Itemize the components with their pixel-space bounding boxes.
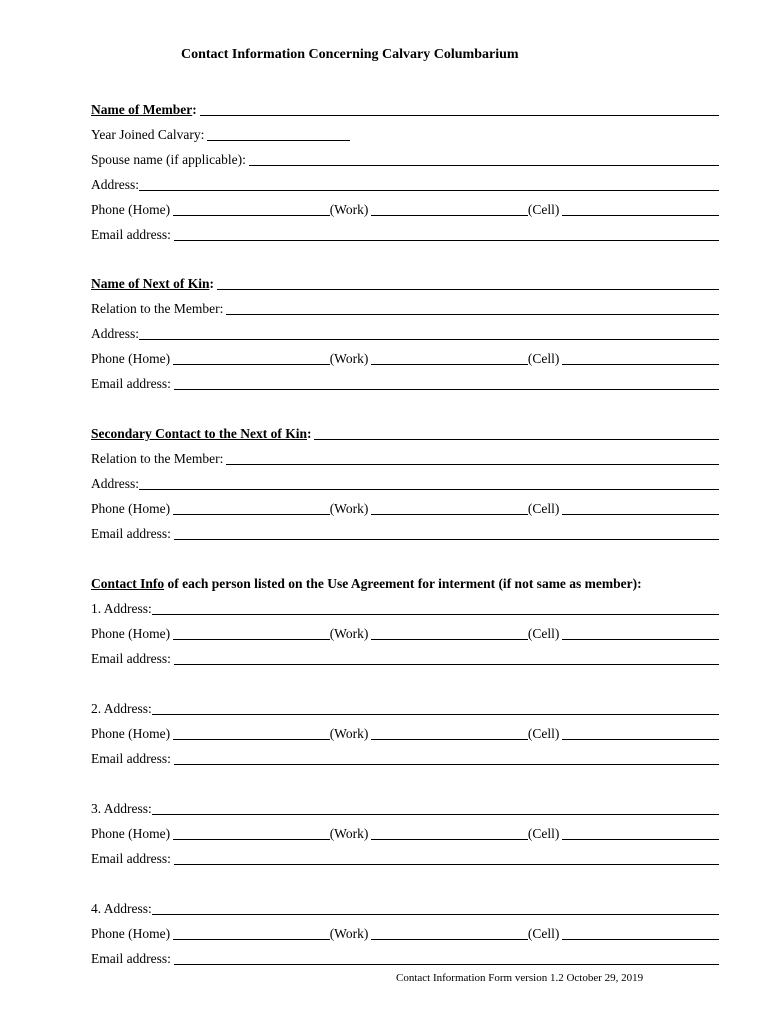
relation-label: Relation to the Member: — [91, 451, 224, 466]
member-phone-home-field[interactable] — [173, 215, 330, 216]
secondary-phone-home-field[interactable] — [173, 514, 330, 515]
person-4-address-row — [91, 899, 719, 917]
address-label: Address: — [91, 326, 139, 341]
year-joined-field[interactable] — [207, 140, 350, 141]
person-1-phone-cell-field[interactable] — [562, 639, 719, 640]
work-label: (Work) — [329, 501, 369, 516]
secondary-address-field[interactable] — [139, 489, 719, 490]
work-label: (Work) — [329, 202, 369, 217]
person-4-phone-work-field[interactable] — [371, 939, 528, 940]
person-4-phone-home-field[interactable] — [173, 939, 330, 940]
kin-relation-field[interactable] — [226, 314, 719, 315]
member-name-label: Name of Member — [91, 102, 193, 117]
contact-info-heading-underlined: Contact Info — [91, 576, 165, 591]
email-label: Email address: — [91, 651, 171, 666]
secondary-name-label: Secondary Contact to the Next of Kin — [91, 426, 307, 441]
person-2-phone-cell-field[interactable] — [562, 739, 719, 740]
address-label: Address: — [91, 476, 139, 491]
spouse-row — [91, 150, 719, 168]
secondary-phone-cell-field[interactable] — [562, 514, 719, 515]
person-4-address-field[interactable] — [152, 914, 719, 915]
person-2-address-field[interactable] — [152, 714, 719, 715]
secondary-relation-field[interactable] — [226, 464, 719, 465]
phone-home-label: Phone (Home) — [91, 202, 171, 217]
phone-home-label: Phone (Home) — [91, 926, 171, 941]
person-1-phone-work-field[interactable] — [371, 639, 528, 640]
kin-address-row — [91, 324, 719, 342]
kin-phone-row — [91, 349, 719, 367]
person-4-phone-cell-field[interactable] — [562, 939, 719, 940]
person-1-email-row — [91, 649, 719, 667]
kin-email-row — [91, 374, 719, 392]
kin-name-row: Name of Next of Kin: — [91, 274, 719, 292]
person-4-email-row — [91, 949, 719, 967]
contact-info-heading-rest: of each person listed on the Use Agreement for interment (if not same as member): — [164, 576, 642, 591]
person-1-address-row — [91, 599, 719, 617]
phone-home-label: Phone (Home) — [91, 351, 171, 366]
kin-relation-row — [91, 299, 719, 317]
email-label: Email address: — [91, 951, 171, 966]
cell-label: (Cell) — [527, 351, 560, 366]
email-label: Email address: — [91, 376, 171, 391]
kin-name-field[interactable] — [217, 289, 719, 290]
member-address-field[interactable] — [139, 190, 719, 191]
secondary-phone-work-field[interactable] — [371, 514, 528, 515]
kin-email-field[interactable] — [174, 389, 719, 390]
phone-home-label: Phone (Home) — [91, 826, 171, 841]
person-address-label: 4. Address: — [91, 901, 152, 916]
cell-label: (Cell) — [527, 926, 560, 941]
year-joined-row — [91, 125, 719, 143]
person-2-phone-row — [91, 724, 719, 742]
person-1-address-field[interactable] — [152, 614, 719, 615]
spouse-label: Spouse name (if applicable): — [91, 152, 246, 167]
person-2-email-row — [91, 749, 719, 767]
member-phone-row — [91, 200, 719, 218]
work-label: (Work) — [329, 826, 369, 841]
footer-version: Contact Information Form version 1.2 October 29, 2019 — [396, 972, 644, 984]
work-label: (Work) — [329, 351, 369, 366]
member-phone-cell-field[interactable] — [562, 215, 719, 216]
contact-info-heading — [91, 574, 719, 592]
secondary-email-row — [91, 524, 719, 542]
email-label: Email address: — [91, 751, 171, 766]
person-3-email-field[interactable] — [174, 864, 719, 865]
member-phone-work-field[interactable] — [371, 215, 528, 216]
member-name-row: Name of Member: — [91, 100, 719, 118]
person-1-phone-row — [91, 624, 719, 642]
person-address-label: 1. Address: — [91, 601, 152, 616]
person-3-address-field[interactable] — [152, 814, 719, 815]
person-3-address-row — [91, 799, 719, 817]
email-label: Email address: — [91, 227, 171, 242]
address-label: Address: — [91, 177, 139, 192]
person-2-phone-home-field[interactable] — [173, 739, 330, 740]
member-name-field[interactable] — [200, 115, 719, 116]
member-email-row — [91, 225, 719, 243]
person-3-phone-home-field[interactable] — [173, 839, 330, 840]
phone-home-label: Phone (Home) — [91, 626, 171, 641]
secondary-name-row: Secondary Contact to the Next of Kin: — [91, 424, 719, 442]
secondary-email-field[interactable] — [174, 539, 719, 540]
relation-label: Relation to the Member: — [91, 301, 224, 316]
phone-home-label: Phone (Home) — [91, 501, 171, 516]
kin-name-label: Name of Next of Kin — [91, 276, 210, 291]
secondary-name-field[interactable] — [314, 439, 719, 440]
person-address-label: 2. Address: — [91, 701, 152, 716]
kin-phone-work-field[interactable] — [371, 364, 528, 365]
person-3-phone-row — [91, 824, 719, 842]
person-1-phone-home-field[interactable] — [173, 639, 330, 640]
year-joined-label: Year Joined Calvary: — [91, 127, 205, 142]
spouse-field[interactable] — [249, 165, 719, 166]
person-3-email-row — [91, 849, 719, 867]
cell-label: (Cell) — [527, 726, 560, 741]
email-label: Email address: — [91, 526, 171, 541]
cell-label: (Cell) — [527, 626, 560, 641]
person-3-phone-work-field[interactable] — [371, 839, 528, 840]
kin-address-field[interactable] — [139, 339, 719, 340]
secondary-address-row — [91, 474, 719, 492]
kin-phone-home-field[interactable] — [173, 364, 330, 365]
person-3-phone-cell-field[interactable] — [562, 839, 719, 840]
page-title: Contact Information Concerning Calvary Columbarium — [181, 47, 519, 62]
member-address-row — [91, 175, 719, 193]
person-1-email-field[interactable] — [174, 664, 719, 665]
secondary-phone-row — [91, 499, 719, 517]
person-4-phone-row — [91, 924, 719, 942]
person-4-email-field[interactable] — [174, 964, 719, 965]
work-label: (Work) — [329, 726, 369, 741]
phone-home-label: Phone (Home) — [91, 726, 171, 741]
email-label: Email address: — [91, 851, 171, 866]
member-email-field[interactable] — [174, 240, 719, 241]
kin-phone-cell-field[interactable] — [562, 364, 719, 365]
secondary-relation-row — [91, 449, 719, 467]
person-address-label: 3. Address: — [91, 801, 152, 816]
person-2-email-field[interactable] — [174, 764, 719, 765]
cell-label: (Cell) — [527, 501, 560, 516]
person-2-address-row — [91, 699, 719, 717]
person-2-phone-work-field[interactable] — [371, 739, 528, 740]
cell-label: (Cell) — [527, 202, 560, 217]
cell-label: (Cell) — [527, 826, 560, 841]
work-label: (Work) — [329, 926, 369, 941]
work-label: (Work) — [329, 626, 369, 641]
